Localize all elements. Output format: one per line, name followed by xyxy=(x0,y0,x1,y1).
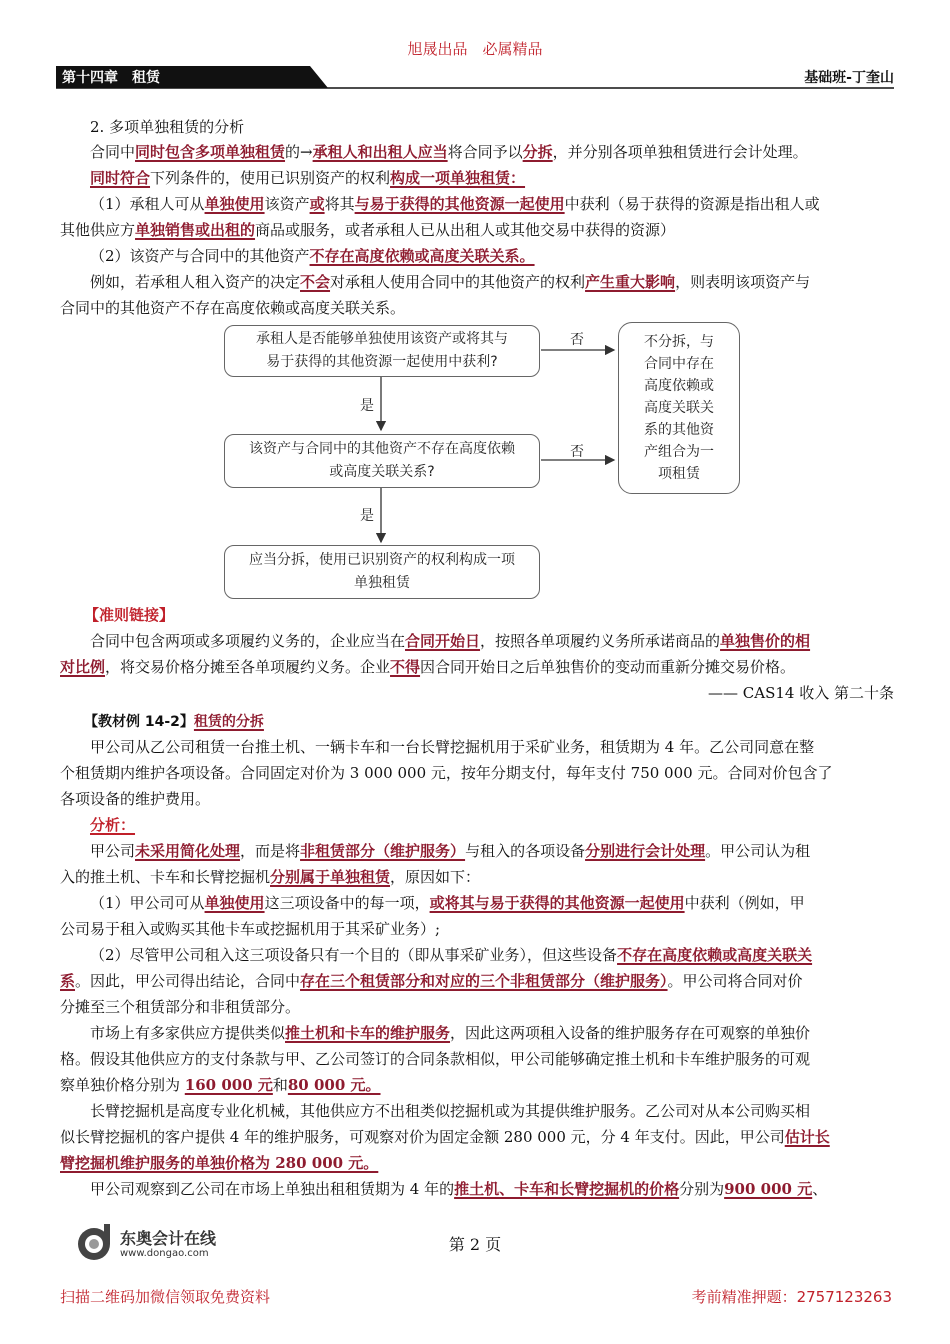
analysis-title: 分析： xyxy=(90,816,136,834)
flow-label-no-1: 否 xyxy=(570,332,584,348)
analysis-line-1: 甲公司未采用简化处理，而是将非租赁部分（维护服务）与租入的各项设备分别进行会计处理。甲公司认为租 xyxy=(90,842,811,860)
analysis-line-10: 察单独价格分别为 160 000 元和80 000 元。 xyxy=(60,1076,381,1094)
footer-right-note: 考前精准押题：2757123263 xyxy=(691,1288,892,1306)
para-5b: 合同中的其他资产不存在高度依赖或高度关联关系。 xyxy=(60,299,406,317)
analysis-line-8: 市场上有多家供应方提供类似推土机和卡车的维护服务，因此这两项租入设备的维护服务存在可观察的单独价 xyxy=(90,1024,811,1042)
analysis-line-13: 臂挖掘机维护服务的单独价格为 280 000 元。 xyxy=(60,1154,379,1172)
rule-link-line-1: 合同中包含两项或多项履约义务的，企业应当在合同开始日，按照各单项履约义务所承诺商品的单独售价的相 xyxy=(90,632,811,650)
para-2: 同时符合下列条件的，使用已识别资产的权利构成一项单独租赁： xyxy=(90,169,526,187)
para-1: 合同中同时包含多项单独租赁的→承租人和出租人应当将合同予以分拆，并分别各项单独租赁进行会计处理。 xyxy=(90,143,808,161)
flow-result-no-split: 不分拆，与 合同中存在 高度依赖或 高度关联关 系的其他资 产组合为一 项租赁 xyxy=(618,322,740,494)
logo-name: 东奥会计在线 xyxy=(120,1229,217,1248)
analysis-line-14: 甲公司观察到乙公司在市场上单独出租租赁期为 4 年的推土机、卡车和长臂挖掘机的价格分别为900 000 元、 xyxy=(90,1180,828,1198)
flow-label-yes-2: 是 xyxy=(360,508,374,524)
analysis-line-4: 公司易于租入或购买其他卡车或挖掘机用于其采矿业务）; xyxy=(60,920,441,938)
analysis-line-12: 似长臂挖掘机的客户提供 4 年的维护服务，可观察对价为固定金额 280 000 元，分 4 年支付。因此，甲公司估计长 xyxy=(60,1128,830,1146)
flow-question-2: 该资产与合同中的其他资产不存在高度依赖 或高度关联关系? xyxy=(224,434,540,488)
chapter-title: 第十四章 租赁 xyxy=(62,70,160,86)
top-banner: 旭晟出品 必属精品 xyxy=(407,40,543,58)
page-number: 第 2 页 xyxy=(448,1235,502,1254)
logo-url: www.dongao.com xyxy=(120,1248,209,1259)
para-4: （2）该资产与合同中的其他资产不存在高度依赖或高度关联关系。 xyxy=(90,247,535,265)
analysis-line-3: （1）甲公司可从单独使用这三项设备中的每一项，或将其与易于获得的其他资源一起使用中获利（例如，甲 xyxy=(90,894,805,912)
example-line-1: 甲公司从乙公司租赁一台推土机、一辆卡车和一台长臂挖掘机用于采矿业务，租赁期为 4 年。乙公司同意在整 xyxy=(90,738,815,756)
flow-question-1: 承租人是否能够单独使用该资产或将其与 易于获得的其他资源一起使用中获利? xyxy=(224,325,540,377)
example-title: 【教材例 14-2】租赁的分拆 xyxy=(84,714,264,730)
footer-left-note: 扫描二维码加微信领取免费资料 xyxy=(60,1288,271,1306)
analysis-line-2: 入的推土机、卡车和长臂挖掘机分别属于单独租赁，原因如下： xyxy=(60,868,481,886)
course-title: 基础班-丁奎山 xyxy=(804,70,894,86)
rule-link-line-2: 对比例，将交易价格分摊至各单项履约义务。企业不得因合同开始日之后单独售价的变动而重新分摊交易价格。 xyxy=(60,658,796,676)
example-line-2: 个租赁期内维护各项设备。合同固定对价为 3 000 000 元，按年分期支付，每年支付 750 000 元。合同对价包含了 xyxy=(60,764,833,782)
analysis-line-9: 格。假设其他供应方的支付条款与甲、乙公司签订的合同条款相似，甲公司能够确定推土机和卡车维护服务的可观 xyxy=(60,1050,811,1068)
rule-link-title: 【准则链接】 xyxy=(84,606,175,624)
para-3: （1）承租人可从单独使用该资产或将其与易于获得的其他资源一起使用中获利（易于获得的资源是指出租人或 xyxy=(90,195,820,213)
example-line-3: 各项设备的维护费用。 xyxy=(60,790,211,808)
analysis-line-11: 长臂挖掘机是高度专业化机械，其他供应方不出租类似挖掘机或为其提供维护服务。乙公司对从本公司购买相 xyxy=(90,1102,811,1120)
flow-label-yes-1: 是 xyxy=(360,398,374,414)
flow-result-split: 应当分拆，使用已识别资产的权利构成一项 单独租赁 xyxy=(224,545,540,599)
analysis-line-5: （2）尽管甲公司租入这三项设备只有一个目的（即从事采矿业务），但这些设备不存在高度依赖或高度关联关 xyxy=(90,946,813,964)
flow-label-no-2: 否 xyxy=(570,444,584,460)
para-5: 例如，若承租人租入资产的决定不会对承租人使用合同中的其他资产的权利产生重大影响，则表明该项资产与 xyxy=(90,273,811,291)
section-title: 2. 多项单独租赁的分析 xyxy=(90,118,245,136)
rule-link-source: —— CAS14 收入 第二十条 xyxy=(708,684,894,702)
analysis-line-6: 系。因此，甲公司得出结论，合同中存在三个租赁部分和对应的三个非租赁部分（维护服务）。甲公司将合同对价 xyxy=(60,972,803,990)
analysis-line-7: 分摊至三个租赁部分和非租赁部分。 xyxy=(60,998,301,1016)
para-3b: 其他供应方单独销售或出租的商品或服务，或者承租人已从出租人或其他交易中获得的资源） xyxy=(60,221,676,239)
